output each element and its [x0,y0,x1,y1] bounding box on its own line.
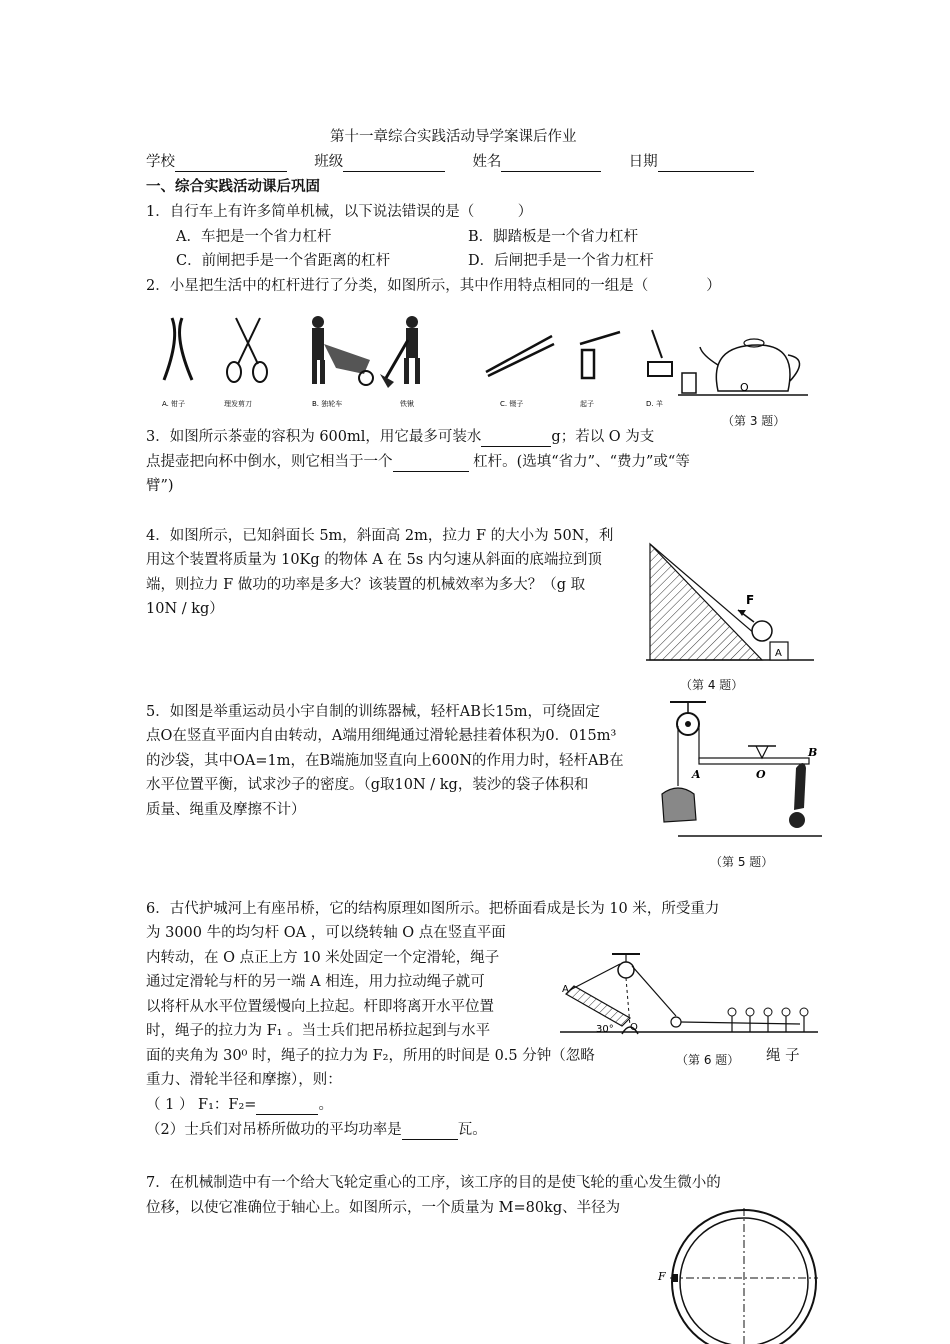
q2-label-shovel: 铁锹 [400,400,414,408]
name-label: 姓名 [472,154,502,170]
q4-label-a: A [775,648,782,659]
q6-blank-2[interactable] [402,1123,458,1140]
q4-line4: 10N / kg） [146,601,224,617]
date-blank[interactable] [658,155,754,172]
q2-label-a: A. 钳子 [162,400,186,408]
q6-line5: 以将杆从水平位置缓慢向上拉起。杆即将离开水平位置 [146,999,494,1015]
q3-line3: 臂”) [146,478,174,494]
q5-line3: 的沙袋，其中OA=1m，在B端施加竖直向上600N的作用力时，轻杆AB在 [146,753,624,769]
q5-line1: 5．如图是举重运动员小宇自制的训练器械，轻杆AB长15m，可绕固定 [146,704,601,720]
q6-line7b: 绳 子 [766,1048,800,1064]
q6-line2: 为 3000 牛的均匀杆 OA ，可以绕转轴 O 点在竖直平面 [146,925,506,941]
section-title: 一、综合实践活动课后巩固 [146,179,320,195]
q1-stem: 1．自行车上有许多简单机械，以下说法错误的是（ ） [146,204,533,220]
q2-lever-figure [150,308,690,412]
q6-line6: 时，绳子的拉力为 F₁ 。当士兵们把吊桥拉起到与水平 [146,1023,491,1039]
q3-point-o: O [740,381,749,394]
q5-lever-figure [656,698,822,846]
q3-line2: 点提壶把向杯中倒水，则它相当于一个 杠杆。(选填“省力”、“费力”或“等 [146,454,690,470]
q2-stem: 2．小星把生活中的杠杆进行了分类，如图所示，其中作用特点相同的一组是（ ） [146,278,721,294]
q7-flywheel-figure [652,1204,818,1344]
q4-line1: 4．如图所示，已知斜面长 5m，斜面高 2m，拉力 F 的大小为 50N，利 [146,528,614,544]
q3-caption: （第 3 题） [722,414,786,428]
q3-blank-1[interactable] [481,430,551,447]
q4-caption: （第 4 题） [680,678,744,692]
date-label: 日期 [628,154,658,170]
q6-line8: 重力、滑轮半径和摩擦），则： [146,1072,342,1088]
q6-caption: （第 6 题） [676,1053,740,1067]
q5-label-o: O [756,768,766,781]
q2-label-b: B. 独轮车 [312,400,343,408]
q4-line2: 用这个装置将质量为 10Kg 的物体 A 在 5s 内匀速从斜面的底端拉到顶 [146,552,602,568]
q1-option-c: C．前闸把手是一个省距离的杠杆 [176,253,391,269]
q6-line7: 面的夹角为 30⁰ 时，绳子的拉力为 F₂，所用的时间是 0.5 分钟（忽略 [146,1048,595,1064]
q5-line4: 水平位置平衡，试求沙子的密度。（g取10N / kg，装沙的袋子体积和 [146,777,589,793]
q4-line3: 端，则拉力 F 做功的功率是多大？该装置的机械效率为多大？（g 取 [146,577,586,593]
q1-option-d: D．后闸把手是一个省力杠杆 [468,253,654,269]
q6-line4: 通过定滑轮与杆的另一端 A 相连，用力拉动绳子就可 [146,974,485,990]
q2-labels [162,399,663,408]
q4-incline-figure [646,540,814,664]
school-blank[interactable] [175,155,287,172]
q1-option-a: A．车把是一个省力杠杆 [176,229,332,245]
q2-label-opener: 起子 [580,400,594,408]
q6-label-a: A [562,984,569,995]
q1-option-b: B．脚踏板是一个省力杠杆 [468,229,639,245]
name-blank[interactable] [501,155,601,172]
q2-label-d: D. 羊 [646,400,663,408]
q5-caption: （第 5 题） [710,855,774,869]
q5-label-a: A [692,768,701,781]
q6-sub1: （ 1 ） F₁：F₂= 。 [146,1097,333,1113]
q6-line1: 6．古代护城河上有座吊桥，它的结构原理如图所示。把桥面看成是长为 10 米，所受重力 [146,901,720,917]
q3-blank-2[interactable] [393,455,469,472]
q6-angle: 30° [596,1024,614,1035]
page-title: 第十一章综合实践活动导学案课后作业 [330,129,577,145]
q2-label-scissors: 理发剪刀 [224,400,252,408]
q3-line1: 3．如图所示茶壶的容积为 600ml，用它最多可装水 g；若以 O 为支 [146,429,655,445]
q5-label-b: B [808,746,818,759]
q7-line2: 位移，以使它准确位于轴心上。如图所示，一个质量为 M=80kg、半径为 [146,1200,621,1216]
q6-blank-1[interactable] [256,1098,318,1115]
school-label: 学校 [146,154,175,170]
q7-label-f: F [658,1270,666,1283]
class-label: 班级 [314,154,344,170]
q7-line1: 7．在机械制造中有一个给大飞轮定重心的工序，该工序的目的是使飞轮的重心发生微小的 [146,1175,721,1191]
class-blank[interactable] [343,155,445,172]
q5-line2: 点O在竖直平面内自由转动，A端用细绳通过滑轮悬挂着体积为0．015m³ [146,728,617,744]
q6-line3: 内转动，在 O 点正上方 10 米处固定一个定滑轮，绳子 [146,950,500,966]
header-fields [146,152,754,172]
q6-drawbridge-figure [560,950,818,1046]
q5-line5: 质量、绳重及摩擦不计） [146,802,306,818]
q3-teapot-figure [678,325,808,405]
q6-label-o: O [630,1022,638,1033]
q6-sub2: （2）士兵们对吊桥所做功的平均功率是 瓦。 [146,1122,487,1138]
q2-label-c: C. 镊子 [500,400,524,408]
q4-label-f: F [746,593,755,607]
